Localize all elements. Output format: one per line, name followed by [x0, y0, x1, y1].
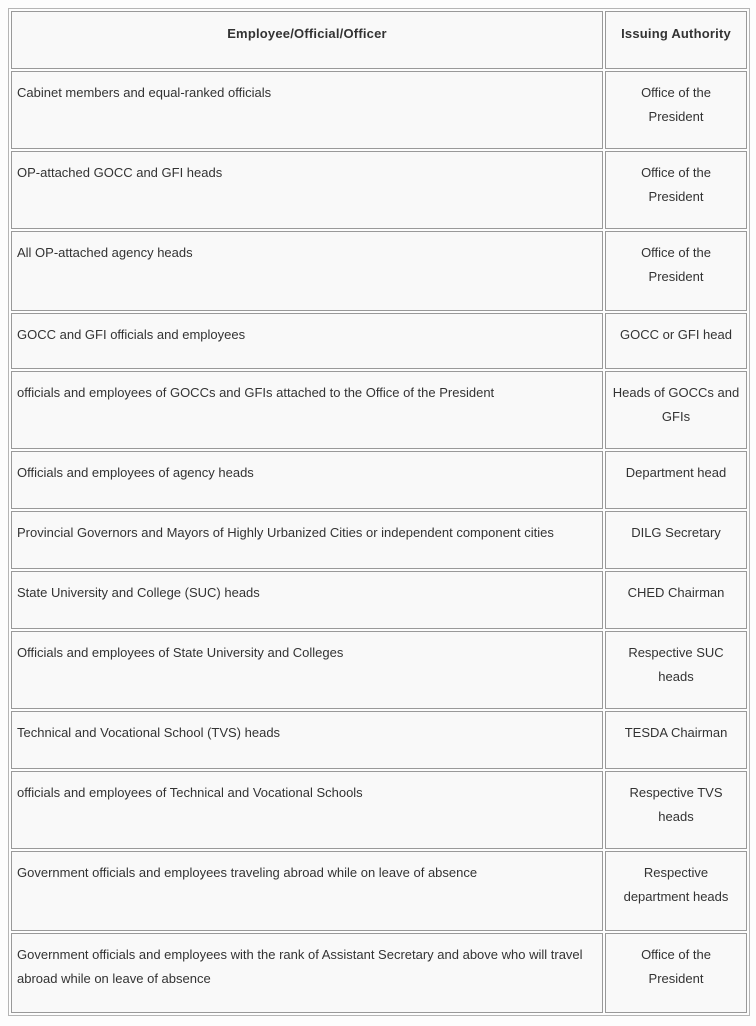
column-header-issuing-authority: Issuing Authority [605, 11, 747, 69]
authority-cell [605, 231, 747, 311]
authority-cell [605, 933, 747, 1013]
authority-cell [605, 771, 747, 849]
table-row [11, 231, 747, 311]
employee-cell: State University and College (SUC) heads [11, 571, 603, 629]
column-header-employee: Employee/Official/Officer [11, 11, 603, 69]
issuing-authority-table [8, 8, 750, 1016]
employee-cell: Officials and employees of State University and Colleges [11, 631, 603, 709]
employee-cell: officials and employees of GOCCs and GFIs attached to the Office of the President [11, 371, 603, 449]
table-row [11, 371, 747, 449]
authority-line: heads [658, 809, 694, 824]
table-row [11, 71, 747, 149]
authority-cell [605, 451, 747, 509]
authority-line: Office of the [641, 245, 711, 260]
authority-cell [605, 571, 747, 629]
employee-cell: Provincial Governors and Mayors of Highly Urbanized Cities or independent component cities [11, 511, 603, 569]
employee-cell: GOCC and GFI officials and employees [11, 313, 603, 369]
authority-line: heads [658, 669, 694, 684]
table-row [11, 151, 747, 229]
employee-cell: Government officials and employees traveling abroad while on leave of absence [11, 851, 603, 931]
authority-line: Respective [643, 865, 709, 880]
table-row [11, 451, 747, 509]
authority-line: Respective TVS [629, 785, 723, 800]
authority-line: Office of the [641, 165, 711, 180]
table-row [11, 851, 747, 931]
authority-line: President [648, 269, 704, 284]
table-row [11, 511, 747, 569]
authority-line: Office of the [641, 947, 711, 962]
authority-line: Heads of GOCCs and [612, 385, 740, 400]
authority-line: Respective SUC [628, 645, 724, 660]
authority-line: TESDA Chairman [624, 725, 728, 740]
authority-line: Office of the [641, 85, 711, 100]
table-header-row [11, 11, 747, 69]
authority-line: GFIs [661, 409, 691, 424]
authority-line: President [648, 109, 704, 124]
employee-cell: officials and employees of Technical and Vocational Schools [11, 771, 603, 849]
authority-cell [605, 71, 747, 149]
employee-cell: Cabinet members and equal-ranked officials [11, 71, 603, 149]
table-row [11, 933, 747, 1013]
authority-cell [605, 151, 747, 229]
authority-cell [605, 313, 747, 369]
authority-cell [605, 711, 747, 769]
employee-cell: Officials and employees of agency heads [11, 451, 603, 509]
authority-cell [605, 631, 747, 709]
employee-cell: OP-attached GOCC and GFI heads [11, 151, 603, 229]
authority-line: GOCC or GFI head [620, 327, 732, 342]
authority-cell [605, 511, 747, 569]
table-row [11, 771, 747, 849]
table-row [11, 631, 747, 709]
authority-cell [605, 851, 747, 931]
employee-cell: Government officials and employees with the rank of Assistant Secretary and above who will travel abroad while on leave of absence [11, 933, 603, 1013]
employee-cell: All OP-attached agency heads [11, 231, 603, 311]
authority-line: department heads [623, 889, 729, 904]
employee-cell: Technical and Vocational School (TVS) heads [11, 711, 603, 769]
table-body [11, 71, 747, 1013]
authority-line: President [648, 189, 704, 204]
table-row [11, 571, 747, 629]
table-row [11, 313, 747, 369]
authority-line: President [648, 971, 704, 986]
authority-line: CHED Chairman [627, 585, 725, 600]
authority-line: DILG Secretary [631, 525, 721, 540]
authority-cell [605, 371, 747, 449]
table-row [11, 711, 747, 769]
authority-line: Department head [625, 465, 727, 480]
